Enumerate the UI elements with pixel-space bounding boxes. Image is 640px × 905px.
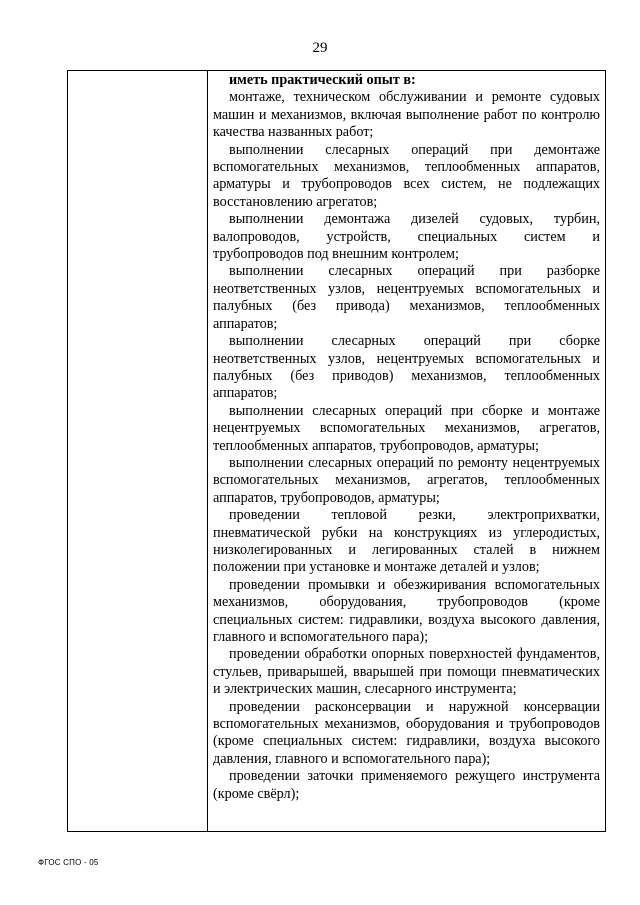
list-item: проведении промывки и обезжиривания вспомогательных механизмов, оборудования, трубопроводов (кроме специальных систем: гидравлики, воздуха высокого давления, главного и вспомогательного пара); — [213, 576, 600, 645]
list-item: выполнении слесарных операций при демонтаже вспомогательных механизмов, теплообменных аппаратов, арматуры и трубопроводов всех систем, не подлежащих восстановлению агрегатов; — [213, 141, 600, 210]
footer-label: ФГОС СПО - 05 — [38, 858, 99, 867]
table-column-divider — [207, 70, 208, 832]
list-item: выполнении слесарных операций при разборке неответственных узлов, нецентруемых вспомогательных и палубных (без привода) механизмов, теплообменных аппаратов; — [213, 263, 600, 332]
list-item: выполнении слесарных операций при сборке и монтаже нецентруемых вспомогательных механизмов, агрегатов, теплообменных аппаратов, трубопроводов, арматуры; — [213, 402, 600, 454]
list-item: проведении заточки применяемого режущего инструмента (кроме свёрл); — [213, 768, 600, 802]
list-item: проведении обработки опорных поверхностей фундаментов, стульев, приварышей, вварышей при помощи пневматических и электрических машин, слесарного инструмента; — [213, 646, 600, 698]
practical-experience-heading: иметь практический опыт в: — [229, 72, 416, 88]
page-number: 29 — [312, 40, 328, 56]
list-item: выполнении слесарных операций при сборке неответственных узлов, нецентруемых вспомогательных и палубных (без приводов) механизмов, теплообменных аппаратов; — [213, 333, 600, 402]
list-item: проведении тепловой резки, электроприхватки, пневматической рубки на конструкциях из углеродистых, низколегированных и легированных сталей в нижнем положении при установке и монтаже деталей и узлов; — [213, 507, 600, 576]
table-right-cell — [213, 72, 600, 803]
list-item: монтаже, техническом обслуживании и ремонте судовых машин и механизмов, включая выполнение работ по контролю качества названных работ; — [213, 89, 600, 141]
list-item: проведении расконсервации и наружной консервации вспомогательных механизмов, оборудования и трубопроводов (кроме специальных систем: гидравлики, воздуха высокого давления, главного и вспомогательного пара); — [213, 698, 600, 767]
table-left-cell — [68, 71, 206, 831]
list-item: выполнении демонтажа дизелей судовых, турбин, валопроводов, устройств, специальных систем и трубопроводов под внешним контролем; — [213, 211, 600, 263]
list-item: выполнении слесарных операций по ремонту нецентруемых вспомогательных механизмов, агрегатов, теплообменных аппаратов, трубопроводов, арматуры; — [213, 454, 600, 506]
